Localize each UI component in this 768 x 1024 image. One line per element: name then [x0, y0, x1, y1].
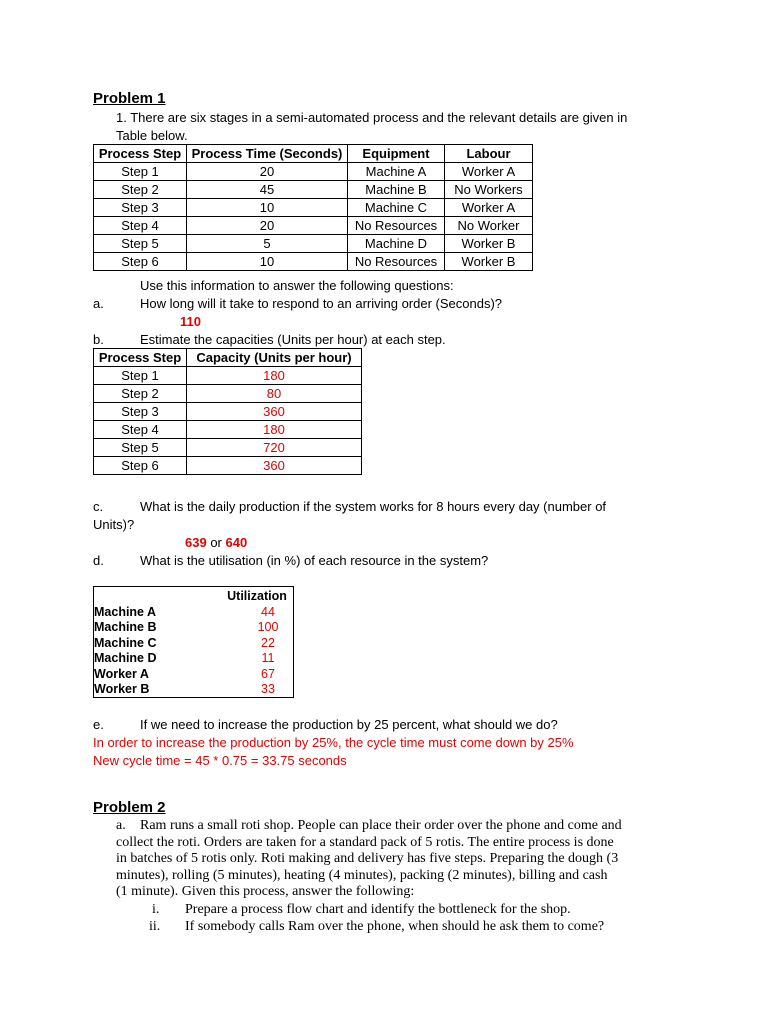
- table2-capacity-cell: 360: [187, 403, 362, 421]
- utilization-resource-name: Machine D: [94, 651, 157, 666]
- process-details-table: [93, 144, 533, 271]
- problem-2-paragraph-line-4: minutes), rolling (5 minutes), heating (4 minutes), packing (2 minutes), billing and cash: [116, 867, 608, 883]
- table-row: [94, 385, 362, 403]
- table-row: [94, 217, 533, 235]
- table1-header-labour: Labour: [445, 145, 533, 163]
- utilization-resource-name: Machine C: [94, 635, 157, 650]
- utilization-value: 44: [261, 605, 275, 619]
- table1-cell: 5: [187, 235, 348, 253]
- problem-2-paragraph-line-2: collect the roti. Orders are taken for a standard pack of 5 rotis. The entire process is done: [116, 834, 614, 850]
- table2-capacity-cell: 80: [187, 385, 362, 403]
- table1-cell: No Resources: [348, 253, 445, 271]
- table2-step-cell: Step 6: [94, 457, 187, 475]
- question-e-text: If we need to increase the production by 25 percent, what should we do?: [140, 717, 558, 732]
- problem-1-title: Problem 1: [93, 90, 166, 107]
- table-row: [94, 253, 533, 271]
- question-c-text-line-2: Units)?: [93, 517, 135, 532]
- table1-cell: Machine C: [348, 199, 445, 217]
- question-c-answer-2: 640: [225, 535, 248, 550]
- utilization-row-worker-a: [94, 667, 293, 682]
- table2-step-cell: Step 1: [94, 367, 187, 385]
- question-c-answer-1: 639: [185, 535, 207, 550]
- utilization-row-machine-b: [94, 620, 293, 635]
- table2-step-cell: Step 2: [94, 385, 187, 403]
- table1-cell: Worker A: [445, 163, 533, 181]
- problem-2-label-a: a.: [116, 818, 126, 833]
- question-b-text: Estimate the capacities (Units per hour) at each step.: [140, 332, 446, 347]
- problem-2-title: Problem 2: [93, 799, 166, 816]
- table1-header-equipment: Equipment: [348, 145, 445, 163]
- utilization-resource-name: Worker A: [94, 666, 149, 681]
- utilization-resource-name: Machine A: [94, 605, 157, 619]
- table1-cell: Worker B: [445, 235, 533, 253]
- problem-2-paragraph-line-1: Ram runs a small roti shop. People can place their order over the phone and come and: [140, 818, 622, 833]
- table-row: [94, 421, 362, 439]
- table2-capacity-cell: 720: [187, 439, 362, 457]
- utilization-row-worker-b: [94, 682, 293, 697]
- table1-header-process-time-seconds: Process Time (Seconds): [187, 145, 348, 163]
- table1-cell: Worker B: [445, 253, 533, 271]
- table-row: [94, 457, 362, 475]
- table1-cell: Step 6: [94, 253, 187, 271]
- question-c-text-line-1: What is the daily production if the system works for 8 hours every day (number of: [140, 499, 607, 514]
- table2-step-cell: Step 4: [94, 421, 187, 439]
- question-a-label: a.: [93, 296, 104, 311]
- problem-2-paragraph-line-3: in batches of 5 rotis only. Roti making and delivery has five steps. Preparing the dough (3: [116, 851, 619, 866]
- table1-cell: Step 1: [94, 163, 187, 181]
- utilization-value: 100: [257, 620, 279, 635]
- question-c-answer: [185, 535, 247, 551]
- table2-step-cell: Step 3: [94, 403, 187, 421]
- use-info-text: Use this information to answer the following questions:: [140, 278, 454, 293]
- utilization-table: [93, 586, 294, 698]
- problem-1-intro-line-2: Table below.: [116, 128, 188, 143]
- utilization-value: 11: [261, 651, 275, 666]
- question-a-text: How long will it take to respond to an arriving order (Seconds)?: [140, 296, 503, 311]
- table1-cell: Step 4: [94, 217, 187, 235]
- table1-cell: Machine D: [348, 235, 445, 253]
- table1-header-process-step: Process Step: [94, 145, 187, 163]
- table2-header-capacity-units-per-hour: Capacity (Units per hour): [187, 349, 362, 367]
- table-row: [94, 439, 362, 457]
- table1-cell: No Resources: [348, 217, 445, 235]
- utilization-row-machine-c: [94, 636, 293, 651]
- problem-2-item-1-text: Prepare a process flow chart and identify the bottleneck for the shop.: [185, 902, 571, 917]
- utilization-value: 67: [261, 666, 275, 681]
- question-a-answer: 110: [180, 314, 201, 329]
- question-e-label: e.: [93, 717, 104, 732]
- table2-capacity-cell: 180: [187, 367, 362, 385]
- table1-cell: 20: [187, 163, 348, 181]
- table1-cell: No Workers: [445, 181, 533, 199]
- table1-cell: 10: [187, 253, 348, 271]
- utilization-header: Utilization: [227, 589, 287, 603]
- table1-cell: Step 2: [94, 181, 187, 199]
- problem-2-paragraph-line-5: (1 minute). Given this process, answer the following:: [116, 884, 415, 899]
- question-c-label: c.: [93, 499, 104, 514]
- utilization-value: 33: [261, 682, 275, 696]
- table1-cell: 10: [187, 199, 348, 217]
- problem-2-item-2-text: If somebody calls Ram over the phone, when should he ask them to come?: [185, 918, 605, 934]
- problem-2-item-2-num: ii.: [149, 918, 161, 934]
- utilization-row-machine-d: [94, 651, 293, 666]
- question-c-or: or: [210, 535, 222, 550]
- table-row: [94, 235, 533, 253]
- table-row: [94, 163, 533, 181]
- table2-step-cell: Step 5: [94, 439, 187, 457]
- table1-cell: Step 3: [94, 199, 187, 217]
- utilization-value: 22: [261, 635, 275, 650]
- utilization-resource-name: Worker B: [94, 682, 150, 696]
- question-e-answer-line-2: New cycle time = 45 * 0.75 = 33.75 seconds: [93, 753, 347, 768]
- problem-2-item-1-num: i.: [152, 902, 160, 917]
- table-row: [94, 403, 362, 421]
- table2-header-process-step: Process Step: [94, 349, 187, 367]
- table-row: [94, 367, 362, 385]
- utilization-resource-name: Machine B: [94, 620, 157, 635]
- question-e-answer-line-1: In order to increase the production by 25%, the cycle time must come down by 25%: [93, 735, 574, 750]
- question-d-label: d.: [93, 553, 104, 568]
- capacity-table: [93, 348, 362, 475]
- table1-cell: Machine A: [348, 163, 445, 181]
- table1-cell: No Worker: [445, 217, 533, 235]
- table2-capacity-cell: 180: [187, 421, 362, 439]
- table1-cell: 20: [187, 217, 348, 235]
- table1-cell: Step 5: [94, 235, 187, 253]
- problem-1-intro-line-1: 1. There are six stages in a semi-automated process and the relevant details are given in: [116, 110, 628, 125]
- table-row: [94, 181, 533, 199]
- utilization-row-machine-a: [94, 605, 293, 620]
- table1-cell: Machine B: [348, 181, 445, 199]
- table-row: [94, 199, 533, 217]
- table2-capacity-cell: 360: [187, 457, 362, 475]
- table1-cell: 45: [187, 181, 348, 199]
- question-d-text: What is the utilisation (in %) of each resource in the system?: [140, 553, 489, 568]
- table1-cell: Worker A: [445, 199, 533, 217]
- question-b-label: b.: [93, 332, 104, 347]
